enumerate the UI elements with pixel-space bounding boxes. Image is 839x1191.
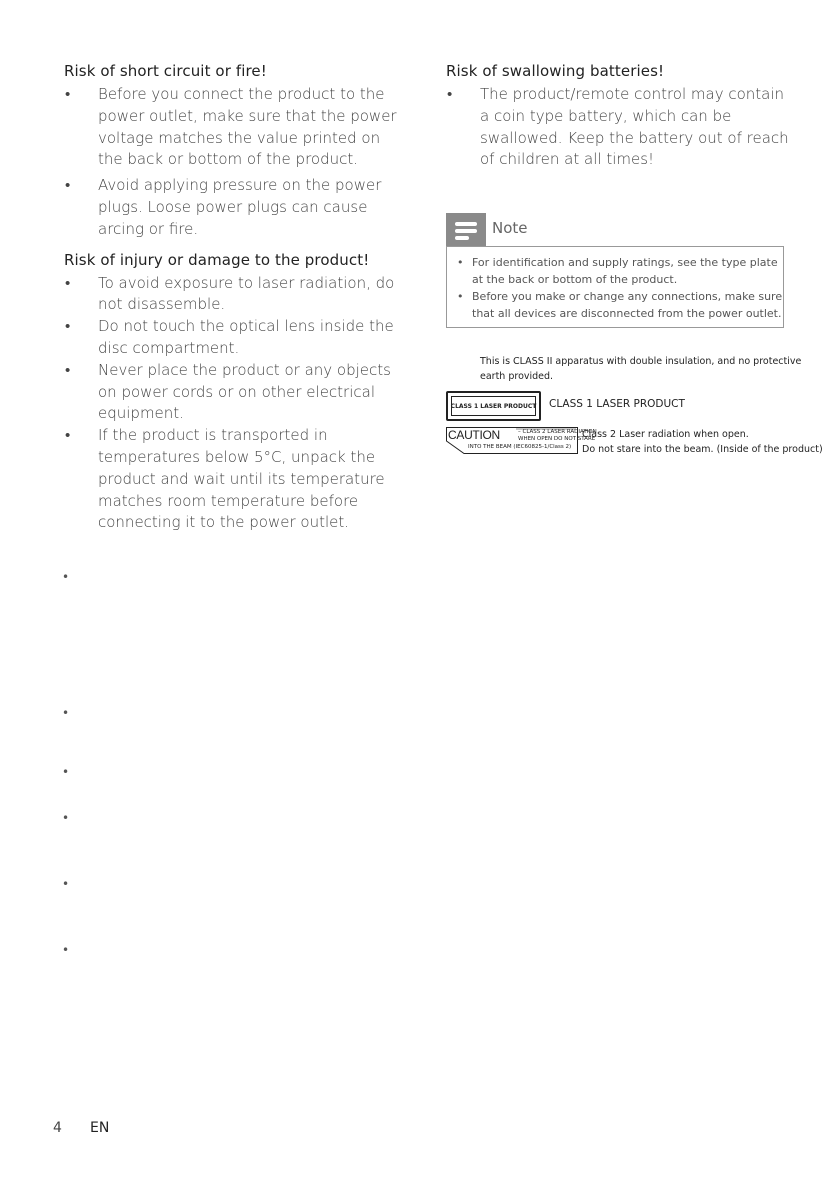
list-item: • Before you connect the product to the power outlet, make sure that the power voltage matches the value printed on the back or bottom of the product. (64, 84, 404, 171)
empty-bullet: • (62, 570, 70, 584)
caution-text-line: Class 2 Laser radiation when open. (582, 429, 749, 440)
page-number: 4 (53, 1120, 62, 1136)
caution-line: INTO THE BEAM (IEC60825-1/Class 2) (468, 444, 572, 450)
empty-bullet: • (62, 706, 70, 720)
caution-text-line: Do not stare into the beam. (Inside of the product) (582, 443, 823, 455)
list-item: • Never place the product or any objects on power cords or on other electrical equipment. (64, 360, 404, 425)
language-code: EN (90, 1120, 110, 1136)
left-column (64, 62, 404, 534)
laser-label-text: CLASS 1 LASER PRODUCT (451, 396, 536, 416)
laser-product-label (446, 391, 541, 421)
empty-bullet: • (62, 811, 70, 825)
right-column (446, 62, 791, 171)
caution-word: CAUTION (448, 428, 500, 442)
note-title: Note (492, 219, 528, 237)
empty-bullet: • (62, 877, 70, 891)
heading-batteries: Risk of swallowing batteries! (446, 62, 665, 80)
list-injury (64, 273, 404, 535)
list-batteries (446, 84, 791, 171)
list-item: • To avoid exposure to laser radiation, do not disassemble. (64, 273, 404, 317)
empty-bullet: • (62, 765, 70, 779)
caution-description (582, 428, 823, 457)
laser-product-text: CLASS 1 LASER PRODUCT (549, 398, 685, 410)
heading-injury: Risk of injury or damage to the product! (64, 250, 370, 269)
list-item: • The product/remote control may contain a coin type battery, which can be swallowed. Keep the battery out of reach of children at all times! (446, 84, 791, 171)
caution-line: WHEN OPEN DO NOT STARE (518, 436, 596, 442)
caution-line: – CLASS 2 LASER RADIATION (518, 429, 597, 435)
note-box (446, 246, 784, 328)
note-item: • For identification and supply ratings, see the type plate at the back or bottom of the product. (457, 255, 783, 288)
note-icon (446, 213, 486, 246)
caution-label (446, 427, 597, 454)
list-short-circuit (64, 84, 404, 241)
class2-statement: This is CLASS II apparatus with double insulation, and no protective earth provided. (480, 356, 802, 382)
list-item: • Do not touch the optical lens inside the disc compartment. (64, 316, 404, 360)
note-item: • Before you make or change any connections, make sure that all devices are disconnected from the power outlet. (457, 289, 783, 322)
heading-short-circuit: Risk of short circuit or fire! (64, 62, 267, 80)
list-item: • Avoid applying pressure on the power plugs. Loose power plugs can cause arcing or fire. (64, 175, 404, 240)
empty-bullet: • (62, 943, 70, 957)
list-item: • If the product is transported in temperatures below 5°C, unpack the product and wait until its temperature matches room temperature before connecting it to the power outlet. (64, 425, 404, 534)
